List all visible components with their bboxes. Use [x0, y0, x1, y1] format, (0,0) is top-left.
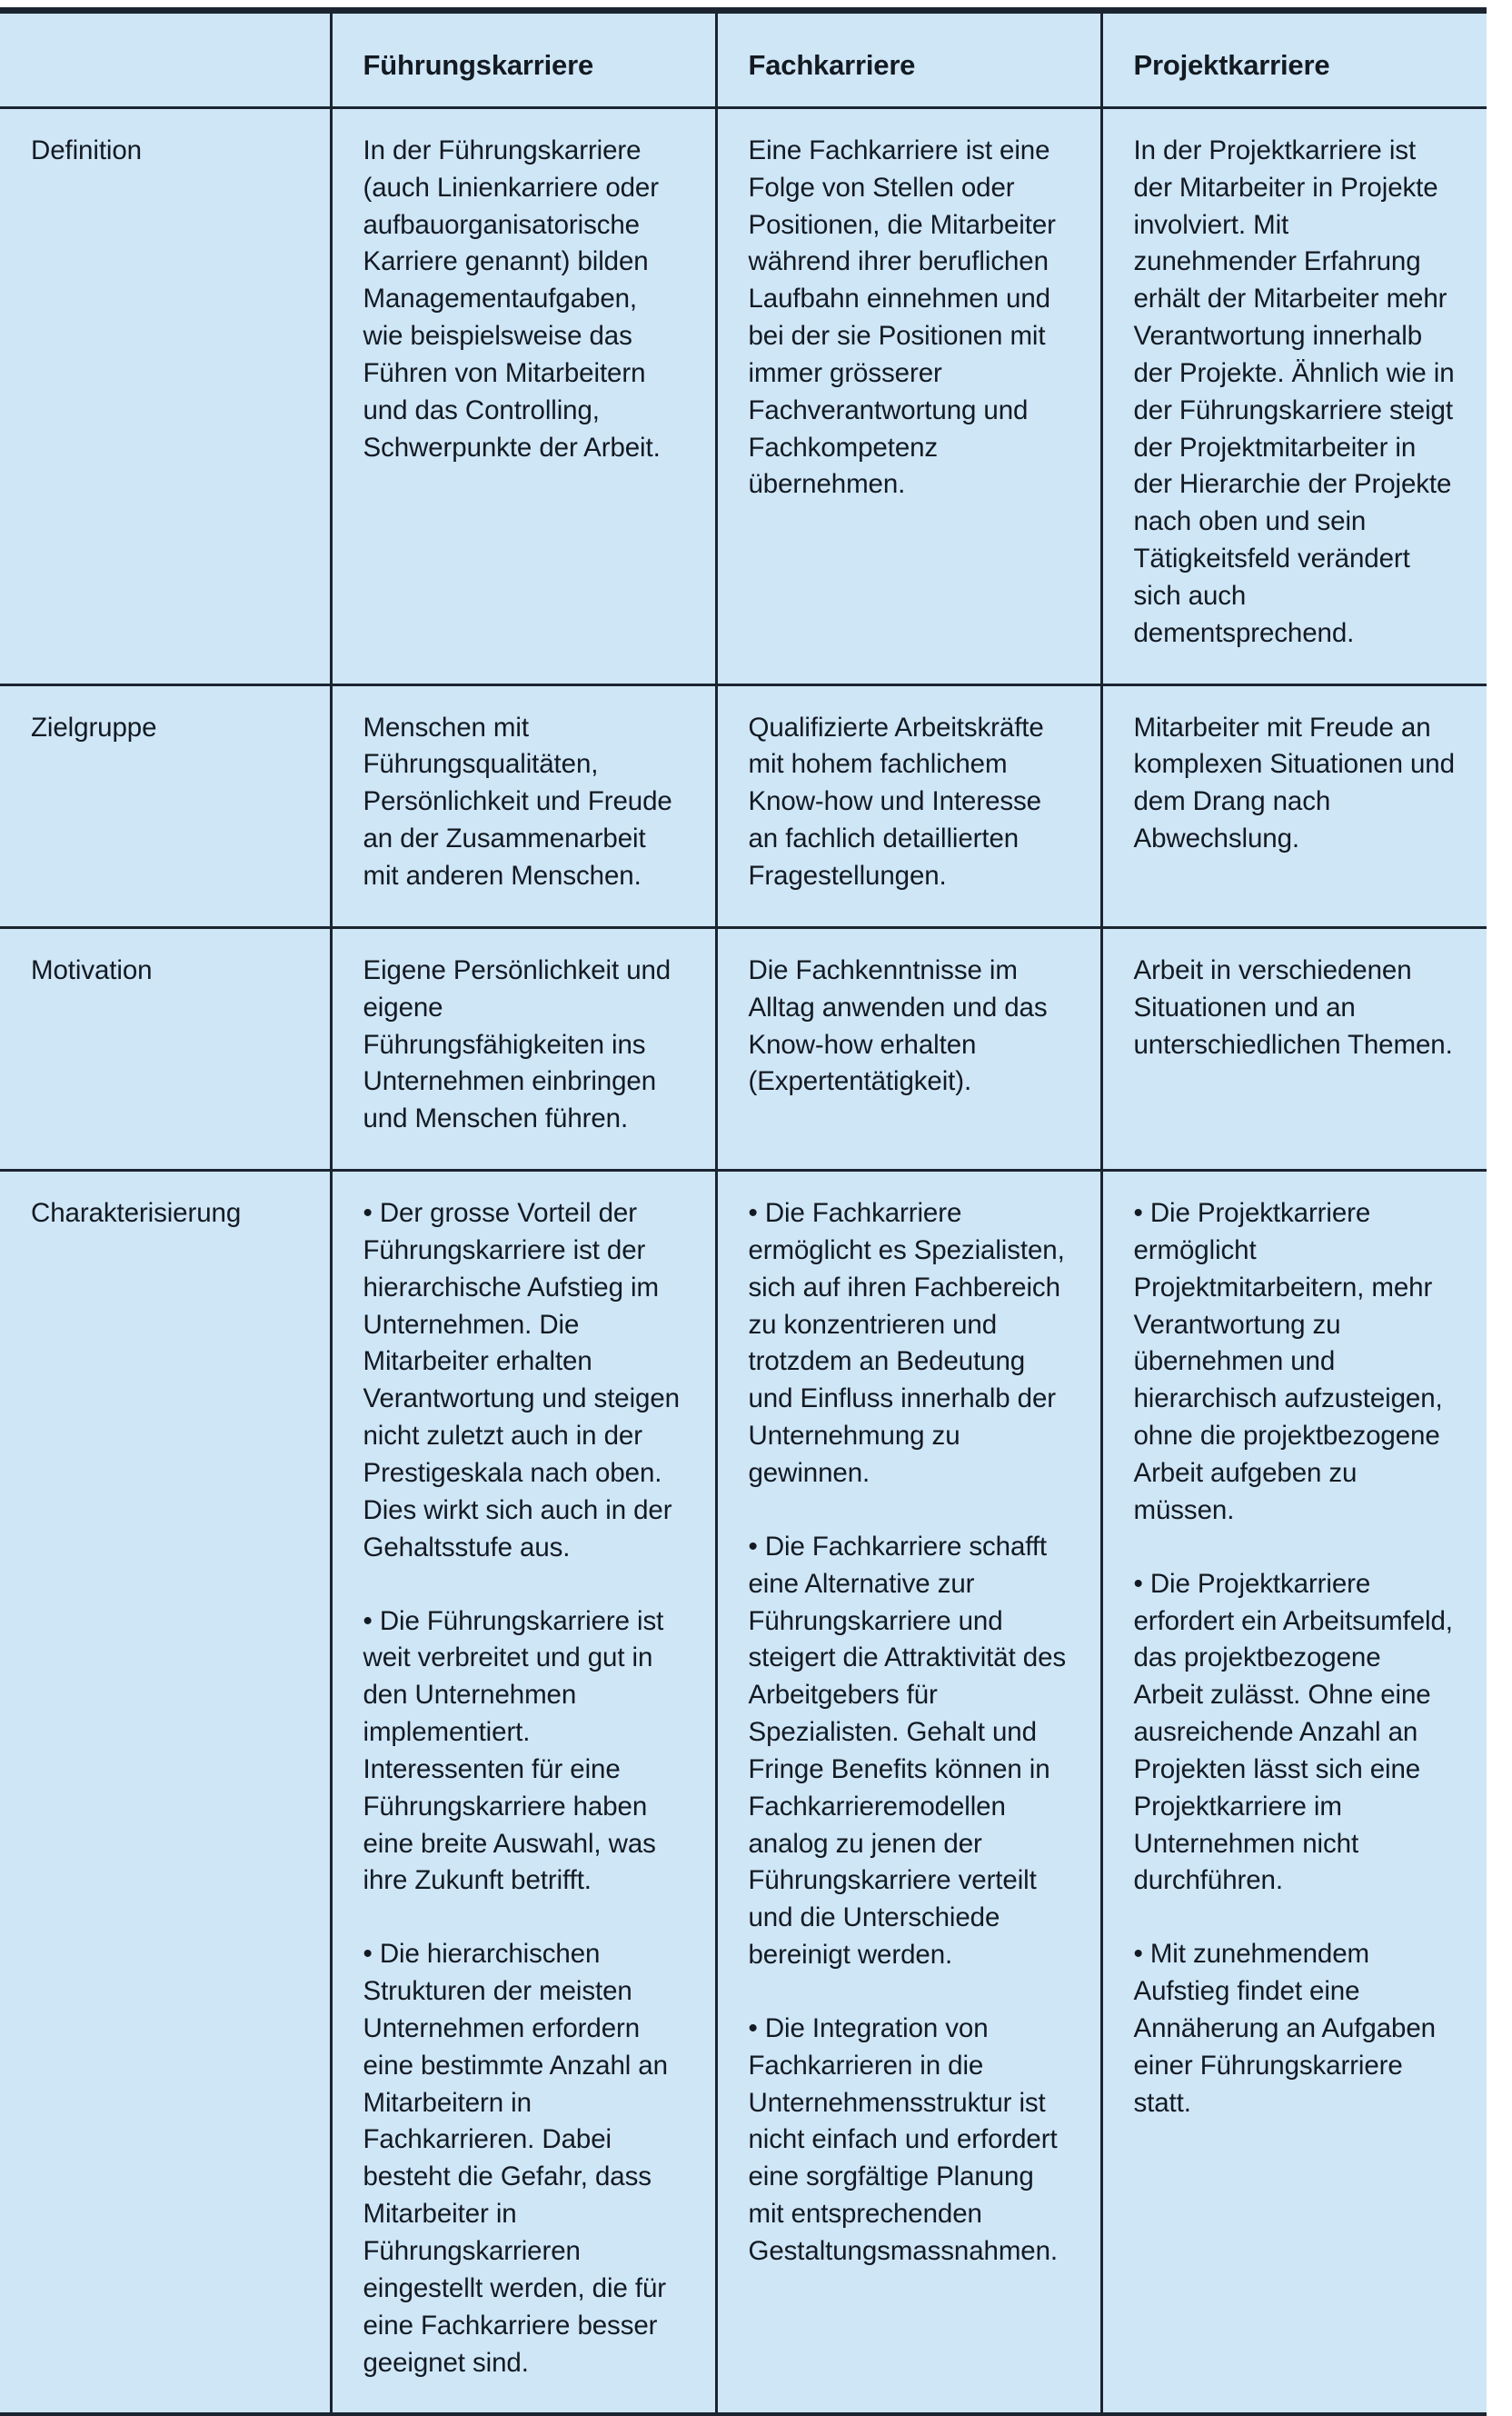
header-fuehrungskarriere: Führungskarriere [331, 11, 716, 108]
bullet-item: • Die Fachkarriere ermöglicht es Spezialisten, sich auf ihren Fachbereich zu konzentrieren und trotzdem an Bedeutung und Einfluss innerhalb der Unternehmung zu gewinnen. [748, 1198, 1065, 1488]
cell-paragraph: Menschen mit Führungsqualitäten, Persönlichkeit und Freude an der Zusammenarbeit mit anderen Menschen. [363, 712, 672, 891]
table-row [0, 927, 1487, 1170]
cell-paragraph: Eine Fachkarriere ist eine Folge von Stellen oder Positionen, die Mitarbeiter während ihrer beruflichen Laufbahn einnehmen und bei der sie Positionen mit immer grösserer Fachverantwortung und Fachkompetenz übernehmen. [748, 135, 1056, 500]
table-row [0, 107, 1487, 684]
cell-zielgruppe-fuehrungskarriere [331, 684, 716, 927]
cell-definition-fuehrungskarriere [331, 107, 716, 684]
cell-paragraph: Eigene Persönlichkeit und eigene Führungsfähigkeiten ins Unternehmen einbringen und Menschen führen. [363, 954, 671, 1134]
table-body [0, 107, 1487, 2414]
cell-definition-projektkarriere [1101, 107, 1487, 684]
bullet-item: • Mit zunehmendem Aufstieg findet eine Annäherung an Aufgaben einer Führungskarriere statt. [1133, 1939, 1436, 2118]
header-projektkarriere: Projektkarriere [1101, 11, 1487, 108]
cell-definition-fachkarriere [716, 107, 1101, 684]
cell-paragraph: Mitarbeiter mit Freude an komplexen Situationen und dem Drang nach Abwechslung. [1133, 712, 1455, 854]
cell-paragraph: In der Projektkarriere ist der Mitarbeiter in Projekte involviert. Mit zunehmender Erfahrung erhält der Mitarbeiter mehr Verantwortung innerhalb der Projekte. Ähnlich wie in der Führungskarriere steigt der Projektmitarbeiter in der Hierarchie der Projekte nach oben und sein Tätigkeitsfeld verändert sich auch dementsprechend. [1133, 135, 1455, 648]
header-corner-cell [0, 11, 331, 108]
bullet-item: • Die Projektkarriere ermöglicht Projektmitarbeitern, mehr Verantwortung zu übernehmen und hierarchisch aufzusteigen, ohne die projektbezogene Arbeit aufgeben zu müssen. [1133, 1198, 1443, 1525]
bullet-item: • Die Führungskarriere ist weit verbreitet und gut in den Unternehmen implementiert. Interessenten für eine Führungskarriere haben eine breite Auswahl, was ihre Zukunft betrifft. [363, 1605, 664, 1896]
cell-charakterisierung-projektkarriere [1101, 1171, 1487, 2415]
cell-zielgruppe-projektkarriere [1101, 684, 1487, 927]
cell-paragraph: Arbeit in verschiedenen Situationen und an unterschiedlichen Themen. [1133, 954, 1453, 1060]
bullet-item: • Die Integration von Fachkarrieren in die Unternehmensstruktur ist nicht einfach und erfordert eine sorgfältige Planung mit entsprechenden Gestaltungsmassnahmen. [748, 2012, 1059, 2266]
cell-motivation-fuehrungskarriere [331, 927, 716, 1170]
cell-motivation-fachkarriere [716, 927, 1101, 1170]
cell-charakterisierung-fuehrungskarriere [331, 1171, 716, 2415]
table-row [0, 1171, 1487, 2415]
row-label-motivation: Motivation [0, 927, 331, 1170]
bullet-item: • Die Fachkarriere schafft eine Alternative zur Führungskarriere und steigert die Attraktivität des Arbeitgebers für Spezialisten. Gehalt und Fringe Benefits können in Fachkarrieremodellen analog zu jenen der Führungskarriere verteilt und die Unterschiede bereinigt werden. [748, 1531, 1067, 1971]
cell-paragraph: Qualifizierte Arbeitskräfte mit hohem fachlichem Know-how und Interesse an fachlich detaillierten Fragestellungen. [748, 712, 1044, 891]
bullet-item: • Die hierarchischen Strukturen der meisten Unternehmen erfordern eine bestimmte Anzahl an Mitarbeitern in Fachkarrieren. Dabei besteht die Gefahr, dass Mitarbeiter in Führungskarrieren eingestellt werden, die für eine Fachkarriere besser geeignet sind. [363, 1939, 668, 2378]
row-label-charakterisierung: Charakterisierung [0, 1171, 331, 2415]
table-row [0, 684, 1487, 927]
header-row [0, 11, 1487, 108]
cell-charakterisierung-fachkarriere [716, 1171, 1101, 2415]
bullet-item: • Die Projektkarriere erfordert ein Arbeitsumfeld, das projektbezogene Arbeit zulässt. Ohne eine ausreichende Anzahl an Projekten lässt sich eine Projektkarriere im Unternehmen nicht durchführen. [1133, 1568, 1453, 1896]
cell-motivation-projektkarriere [1101, 927, 1487, 1170]
header-fachkarriere: Fachkarriere [716, 11, 1101, 108]
career-comparison-table [0, 7, 1487, 2416]
cell-paragraph: Die Fachkenntnisse im Alltag anwenden und das Know-how erhalten (Expertentätigkeit). [748, 954, 1048, 1097]
cell-paragraph: In der Führungskarriere (auch Linienkarriere oder aufbauorganisatorische Karriere genannt) bilden Managementaufgaben, wie beispielsweise das Führen von Mitarbeitern und das Controlling, Schwerpunkte der Arbeit. [363, 135, 661, 463]
table-header [0, 11, 1487, 108]
row-label-zielgruppe: Zielgruppe [0, 684, 331, 927]
cell-zielgruppe-fachkarriere [716, 684, 1101, 927]
bullet-item: • Der grosse Vorteil der Führungskarriere ist der hierarchische Aufstieg im Unternehmen. Die Mitarbeiter erhalten Verantwortung und steigen nicht zuletzt auch in der Prestigeskala nach oben. Dies wirkt sich auch in der Gehaltsstufe aus. [363, 1198, 680, 1562]
row-label-definition: Definition [0, 107, 331, 684]
